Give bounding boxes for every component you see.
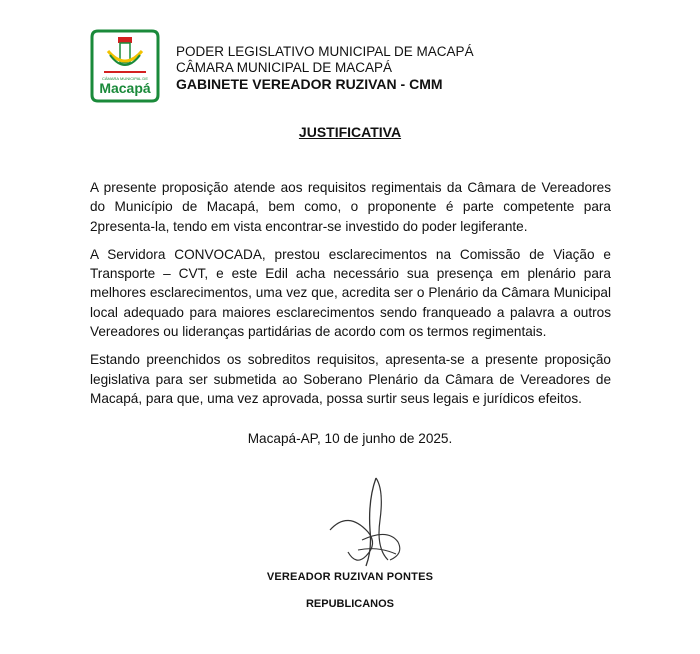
document-title: JUSTIFICATIVA (298, 124, 402, 140)
camara-logo (90, 29, 160, 103)
svg-text:CÂMARA MUNICIPAL DE: CÂMARA MUNICIPAL DE (101, 76, 149, 81)
paragraph-1: A presente proposição atende aos requisitos regimentais da Câmara de Vereadores do Município de Macapá, bem como, o proponente é parte competente para 2presenta-la, tendo em vista encontrar-se investido do poder legiferante. (90, 180, 611, 234)
signatory-name: VEREADOR RUZIVAN PONTES (266, 571, 434, 583)
document-date: Macapá-AP, 10 de junho de 2025. (247, 431, 453, 446)
svg-text:Macapá: Macapá (99, 80, 151, 96)
paragraph-2: A Servidora CONVOCADA, prestou esclarecimentos na Comissão de Viação e Transporte – CVT, e este Edil acha necessário sua presença em plenário para melhores esclarecimentos, uma vez que, acredita ser o Plenário da Câmara Municipal local adequado para maiores esclarecimentos sendo franqueado a palavra a outros Vereadores ou lideranças partidárias de acordo com os termos regimentais. (90, 246, 611, 340)
paragraph-3: Estando preenchidos os sobreditos requisitos, apresenta-se a presente proposição legislativa para ser submetida ao Soberano Plenário da Câmara de Vereadores de Macapá, para que, uma vez aprovada, possa surtir seus legais e jurídicos efeitos. (90, 352, 611, 406)
header-line-3: GABINETE VEREADOR RUZIVAN - CMM (176, 76, 443, 92)
header-line-1: PODER LEGISLATIVO MUNICIPAL DE MACAPÁ (176, 44, 474, 59)
document-header (176, 44, 474, 92)
document-body (90, 178, 611, 417)
handwritten-signature (318, 470, 428, 580)
header-line-2: CÂMARA MUNICIPAL DE MACAPÁ (176, 60, 393, 75)
signatory-party: REPUBLICANOS (305, 598, 394, 610)
